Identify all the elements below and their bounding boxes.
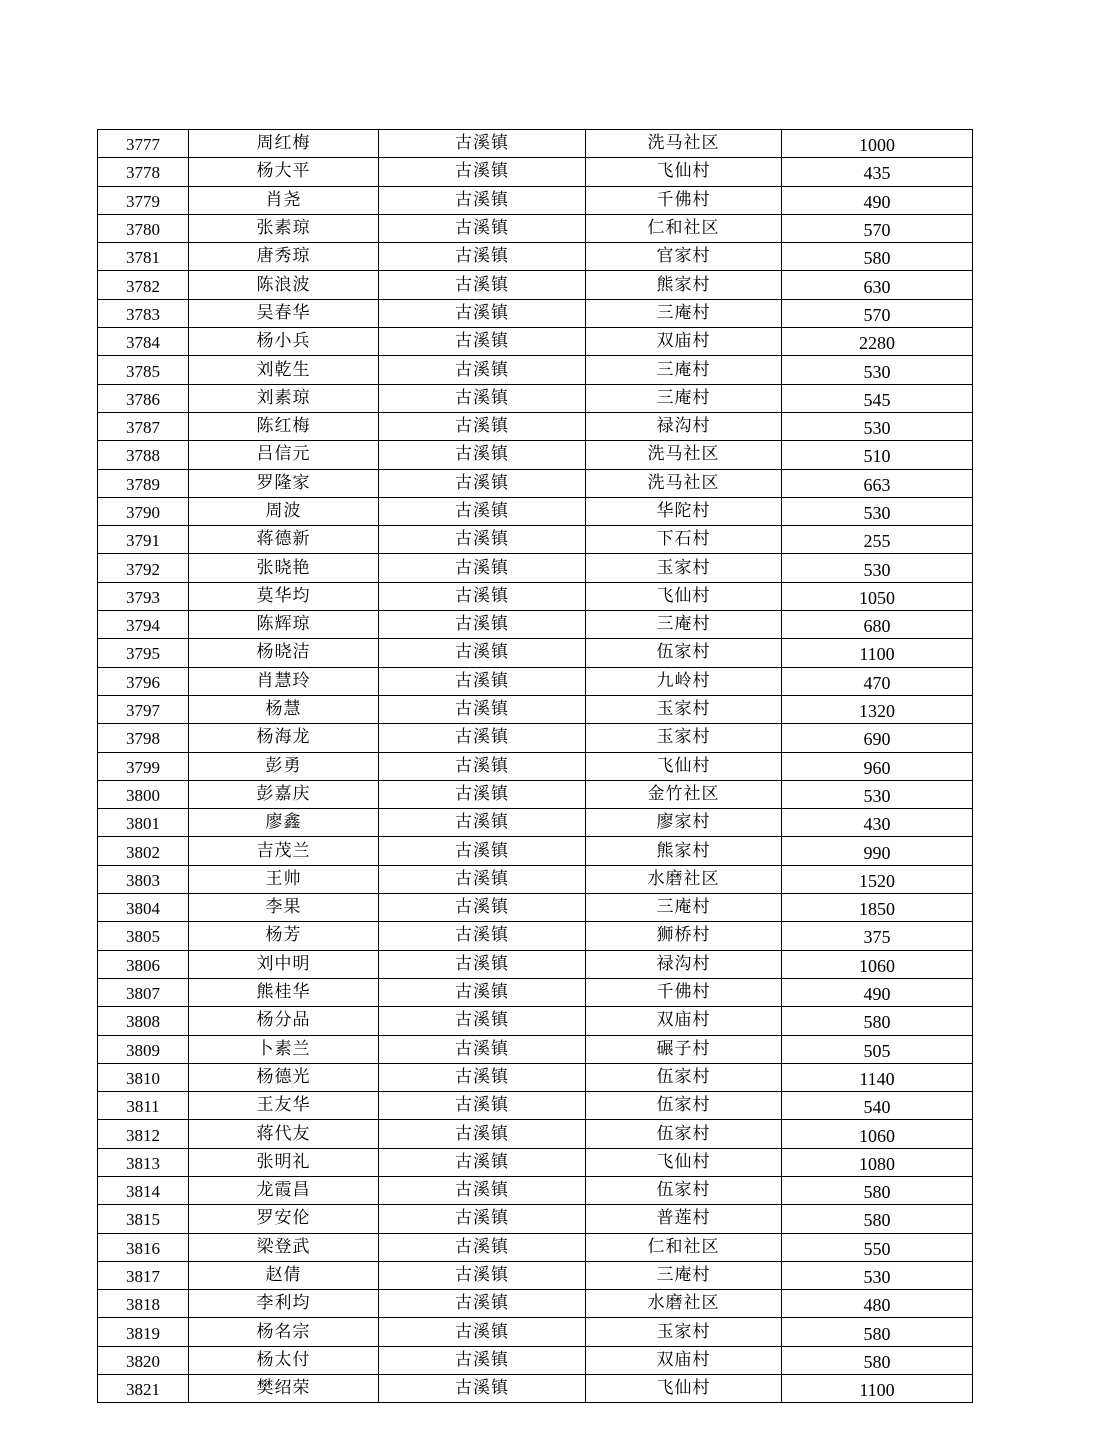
village-cell: 伍家村 — [586, 639, 782, 667]
town-cell: 古溪镇 — [379, 412, 586, 440]
table-row — [98, 1318, 973, 1346]
town-cell: 古溪镇 — [379, 271, 586, 299]
table-row — [98, 611, 973, 639]
serial-number-cell: 3786 — [98, 384, 189, 412]
serial-number-cell: 3783 — [98, 299, 189, 327]
table-row — [98, 299, 973, 327]
name-cell: 陈红梅 — [189, 412, 379, 440]
name-cell: 张素琼 — [189, 214, 379, 242]
town-cell: 古溪镇 — [379, 1148, 586, 1176]
village-cell: 禄沟村 — [586, 412, 782, 440]
town-cell: 古溪镇 — [379, 214, 586, 242]
name-cell: 刘素琼 — [189, 384, 379, 412]
name-cell: 彭嘉庆 — [189, 780, 379, 808]
town-cell: 古溪镇 — [379, 809, 586, 837]
amount-cell: 530 — [782, 780, 973, 808]
name-cell: 梁登武 — [189, 1233, 379, 1261]
table-row — [98, 526, 973, 554]
serial-number-cell: 3817 — [98, 1261, 189, 1289]
village-cell: 双庙村 — [586, 1346, 782, 1374]
table-row — [98, 667, 973, 695]
serial-number-cell: 3788 — [98, 441, 189, 469]
town-cell: 古溪镇 — [379, 1261, 586, 1289]
town-cell: 古溪镇 — [379, 1035, 586, 1063]
village-cell: 三庵村 — [586, 299, 782, 327]
amount-cell: 1060 — [782, 950, 973, 978]
village-cell: 洗马社区 — [586, 441, 782, 469]
name-cell: 樊绍荣 — [189, 1375, 379, 1403]
village-cell: 玉家村 — [586, 724, 782, 752]
town-cell: 古溪镇 — [379, 130, 586, 158]
town-cell: 古溪镇 — [379, 1346, 586, 1374]
name-cell: 王帅 — [189, 865, 379, 893]
amount-cell: 1100 — [782, 1375, 973, 1403]
town-cell: 古溪镇 — [379, 611, 586, 639]
name-cell: 刘中明 — [189, 950, 379, 978]
table-row — [98, 243, 973, 271]
amount-cell: 690 — [782, 724, 973, 752]
table-row — [98, 554, 973, 582]
serial-number-cell: 3803 — [98, 865, 189, 893]
serial-number-cell: 3789 — [98, 469, 189, 497]
table-row — [98, 1148, 973, 1176]
village-cell: 水磨社区 — [586, 1290, 782, 1318]
amount-cell: 990 — [782, 837, 973, 865]
town-cell: 古溪镇 — [379, 724, 586, 752]
serial-number-cell: 3791 — [98, 526, 189, 554]
town-cell: 古溪镇 — [379, 243, 586, 271]
name-cell: 张晓艳 — [189, 554, 379, 582]
village-cell: 三庵村 — [586, 1261, 782, 1289]
table-row — [98, 582, 973, 610]
amount-cell: 1000 — [782, 130, 973, 158]
name-cell: 唐秀琼 — [189, 243, 379, 271]
town-cell: 古溪镇 — [379, 978, 586, 1006]
amount-cell: 1520 — [782, 865, 973, 893]
village-cell: 飞仙村 — [586, 158, 782, 186]
town-cell: 古溪镇 — [379, 328, 586, 356]
village-cell: 伍家村 — [586, 1092, 782, 1120]
amount-cell: 540 — [782, 1092, 973, 1120]
village-cell: 九岭村 — [586, 667, 782, 695]
serial-number-cell: 3793 — [98, 582, 189, 610]
amount-cell: 580 — [782, 1176, 973, 1204]
amount-cell: 490 — [782, 186, 973, 214]
amount-cell: 1060 — [782, 1120, 973, 1148]
name-cell: 周红梅 — [189, 130, 379, 158]
name-cell: 杨德光 — [189, 1063, 379, 1091]
name-cell: 蒋德新 — [189, 526, 379, 554]
serial-number-cell: 3811 — [98, 1092, 189, 1120]
name-cell: 杨慧 — [189, 695, 379, 723]
town-cell: 古溪镇 — [379, 356, 586, 384]
table-row — [98, 837, 973, 865]
serial-number-cell: 3810 — [98, 1063, 189, 1091]
amount-cell: 435 — [782, 158, 973, 186]
serial-number-cell: 3792 — [98, 554, 189, 582]
name-cell: 肖尧 — [189, 186, 379, 214]
serial-number-cell: 3814 — [98, 1176, 189, 1204]
serial-number-cell: 3813 — [98, 1148, 189, 1176]
town-cell: 古溪镇 — [379, 526, 586, 554]
town-cell: 古溪镇 — [379, 1007, 586, 1035]
town-cell: 古溪镇 — [379, 1063, 586, 1091]
name-cell: 卜素兰 — [189, 1035, 379, 1063]
town-cell: 古溪镇 — [379, 1092, 586, 1120]
table-row — [98, 412, 973, 440]
serial-number-cell: 3796 — [98, 667, 189, 695]
name-cell: 周波 — [189, 497, 379, 525]
amount-cell: 480 — [782, 1290, 973, 1318]
name-cell: 杨名宗 — [189, 1318, 379, 1346]
serial-number-cell: 3815 — [98, 1205, 189, 1233]
amount-cell: 530 — [782, 497, 973, 525]
amount-cell: 505 — [782, 1035, 973, 1063]
village-cell: 玉家村 — [586, 695, 782, 723]
village-cell: 飞仙村 — [586, 582, 782, 610]
name-cell: 蒋代友 — [189, 1120, 379, 1148]
name-cell: 李利均 — [189, 1290, 379, 1318]
serial-number-cell: 3780 — [98, 214, 189, 242]
serial-number-cell: 3809 — [98, 1035, 189, 1063]
table-row — [98, 497, 973, 525]
town-cell: 古溪镇 — [379, 1318, 586, 1346]
table-row — [98, 695, 973, 723]
table-row — [98, 922, 973, 950]
serial-number-cell: 3821 — [98, 1375, 189, 1403]
table-row — [98, 1063, 973, 1091]
name-cell: 龙霞昌 — [189, 1176, 379, 1204]
serial-number-cell: 3802 — [98, 837, 189, 865]
table-row — [98, 1346, 973, 1374]
amount-cell: 580 — [782, 1007, 973, 1035]
serial-number-cell: 3804 — [98, 894, 189, 922]
village-cell: 禄沟村 — [586, 950, 782, 978]
village-cell: 玉家村 — [586, 554, 782, 582]
village-cell: 飞仙村 — [586, 752, 782, 780]
name-cell: 罗安伦 — [189, 1205, 379, 1233]
name-cell: 杨小兵 — [189, 328, 379, 356]
name-cell: 杨分品 — [189, 1007, 379, 1035]
amount-cell: 1320 — [782, 695, 973, 723]
table-row — [98, 809, 973, 837]
serial-number-cell: 3778 — [98, 158, 189, 186]
name-cell: 吕信元 — [189, 441, 379, 469]
serial-number-cell: 3816 — [98, 1233, 189, 1261]
town-cell: 古溪镇 — [379, 922, 586, 950]
serial-number-cell: 3818 — [98, 1290, 189, 1318]
town-cell: 古溪镇 — [379, 497, 586, 525]
name-cell: 吉茂兰 — [189, 837, 379, 865]
name-cell: 熊桂华 — [189, 978, 379, 1006]
village-cell: 仁和社区 — [586, 1233, 782, 1261]
town-cell: 古溪镇 — [379, 1205, 586, 1233]
village-cell: 双庙村 — [586, 1007, 782, 1035]
amount-cell: 630 — [782, 271, 973, 299]
village-cell: 洗马社区 — [586, 130, 782, 158]
serial-number-cell: 3784 — [98, 328, 189, 356]
name-cell: 杨太付 — [189, 1346, 379, 1374]
amount-cell: 2280 — [782, 328, 973, 356]
amount-cell: 530 — [782, 412, 973, 440]
village-cell: 三庵村 — [586, 384, 782, 412]
amount-cell: 1050 — [782, 582, 973, 610]
amount-cell: 530 — [782, 554, 973, 582]
serial-number-cell: 3805 — [98, 922, 189, 950]
serial-number-cell: 3795 — [98, 639, 189, 667]
table-row — [98, 1233, 973, 1261]
village-cell: 飞仙村 — [586, 1375, 782, 1403]
amount-cell: 680 — [782, 611, 973, 639]
town-cell: 古溪镇 — [379, 1120, 586, 1148]
name-cell: 杨大平 — [189, 158, 379, 186]
serial-number-cell: 3777 — [98, 130, 189, 158]
name-cell: 肖慧玲 — [189, 667, 379, 695]
town-cell: 古溪镇 — [379, 837, 586, 865]
serial-number-cell: 3801 — [98, 809, 189, 837]
town-cell: 古溪镇 — [379, 894, 586, 922]
name-cell: 刘乾生 — [189, 356, 379, 384]
table-row — [98, 1176, 973, 1204]
amount-cell: 530 — [782, 1261, 973, 1289]
amount-cell: 570 — [782, 299, 973, 327]
village-cell: 仁和社区 — [586, 214, 782, 242]
town-cell: 古溪镇 — [379, 667, 586, 695]
amount-cell: 255 — [782, 526, 973, 554]
serial-number-cell: 3794 — [98, 611, 189, 639]
village-cell: 洗马社区 — [586, 469, 782, 497]
village-cell: 三庵村 — [586, 611, 782, 639]
amount-cell: 530 — [782, 356, 973, 384]
amount-cell: 545 — [782, 384, 973, 412]
village-cell: 普莲村 — [586, 1205, 782, 1233]
amount-cell: 580 — [782, 1205, 973, 1233]
amount-cell: 1140 — [782, 1063, 973, 1091]
amount-cell: 1080 — [782, 1148, 973, 1176]
village-cell: 伍家村 — [586, 1120, 782, 1148]
village-cell: 官家村 — [586, 243, 782, 271]
name-cell: 廖鑫 — [189, 809, 379, 837]
table-row — [98, 894, 973, 922]
serial-number-cell: 3808 — [98, 1007, 189, 1035]
village-cell: 伍家村 — [586, 1063, 782, 1091]
amount-cell: 663 — [782, 469, 973, 497]
table-row — [98, 186, 973, 214]
table-row — [98, 1375, 973, 1403]
table-row — [98, 639, 973, 667]
amount-cell: 580 — [782, 243, 973, 271]
town-cell: 古溪镇 — [379, 469, 586, 497]
table-row — [98, 1092, 973, 1120]
name-cell: 杨海龙 — [189, 724, 379, 752]
town-cell: 古溪镇 — [379, 582, 586, 610]
table-row — [98, 950, 973, 978]
table-row — [98, 158, 973, 186]
table-row — [98, 1290, 973, 1318]
town-cell: 古溪镇 — [379, 639, 586, 667]
amount-cell: 1850 — [782, 894, 973, 922]
name-cell: 陈辉琼 — [189, 611, 379, 639]
serial-number-cell: 3785 — [98, 356, 189, 384]
serial-number-cell: 3797 — [98, 695, 189, 723]
village-cell: 千佛村 — [586, 978, 782, 1006]
table-row — [98, 752, 973, 780]
town-cell: 古溪镇 — [379, 1290, 586, 1318]
table-row — [98, 271, 973, 299]
name-cell: 罗隆家 — [189, 469, 379, 497]
name-cell: 张明礼 — [189, 1148, 379, 1176]
town-cell: 古溪镇 — [379, 441, 586, 469]
amount-cell: 960 — [782, 752, 973, 780]
name-cell: 陈浪波 — [189, 271, 379, 299]
record-table — [97, 129, 973, 1403]
town-cell: 古溪镇 — [379, 299, 586, 327]
name-cell: 杨芳 — [189, 922, 379, 950]
serial-number-cell: 3806 — [98, 950, 189, 978]
village-cell: 飞仙村 — [586, 1148, 782, 1176]
amount-cell: 490 — [782, 978, 973, 1006]
town-cell: 古溪镇 — [379, 865, 586, 893]
table-row — [98, 1035, 973, 1063]
amount-cell: 580 — [782, 1346, 973, 1374]
amount-cell: 550 — [782, 1233, 973, 1261]
serial-number-cell: 3779 — [98, 186, 189, 214]
name-cell: 赵倩 — [189, 1261, 379, 1289]
name-cell: 李果 — [189, 894, 379, 922]
village-cell: 熊家村 — [586, 837, 782, 865]
amount-cell: 580 — [782, 1318, 973, 1346]
amount-cell: 570 — [782, 214, 973, 242]
town-cell: 古溪镇 — [379, 1375, 586, 1403]
town-cell: 古溪镇 — [379, 752, 586, 780]
name-cell: 彭勇 — [189, 752, 379, 780]
town-cell: 古溪镇 — [379, 554, 586, 582]
village-cell: 碾子村 — [586, 1035, 782, 1063]
table-row — [98, 1261, 973, 1289]
serial-number-cell: 3820 — [98, 1346, 189, 1374]
amount-cell: 375 — [782, 922, 973, 950]
table-row — [98, 328, 973, 356]
town-cell: 古溪镇 — [379, 1176, 586, 1204]
table-row — [98, 130, 973, 158]
serial-number-cell: 3798 — [98, 724, 189, 752]
village-cell: 三庵村 — [586, 894, 782, 922]
serial-number-cell: 3819 — [98, 1318, 189, 1346]
serial-number-cell: 3799 — [98, 752, 189, 780]
serial-number-cell: 3782 — [98, 271, 189, 299]
village-cell: 玉家村 — [586, 1318, 782, 1346]
table-row — [98, 469, 973, 497]
table-row — [98, 356, 973, 384]
town-cell: 古溪镇 — [379, 158, 586, 186]
table-row — [98, 384, 973, 412]
name-cell: 莫华均 — [189, 582, 379, 610]
serial-number-cell: 3781 — [98, 243, 189, 271]
table-row — [98, 865, 973, 893]
serial-number-cell: 3807 — [98, 978, 189, 1006]
amount-cell: 470 — [782, 667, 973, 695]
serial-number-cell: 3812 — [98, 1120, 189, 1148]
table-row — [98, 1205, 973, 1233]
village-cell: 伍家村 — [586, 1176, 782, 1204]
serial-number-cell: 3800 — [98, 780, 189, 808]
table-row — [98, 724, 973, 752]
table-row — [98, 214, 973, 242]
village-cell: 双庙村 — [586, 328, 782, 356]
table-row — [98, 978, 973, 1006]
village-cell: 三庵村 — [586, 356, 782, 384]
amount-cell: 1100 — [782, 639, 973, 667]
serial-number-cell: 3787 — [98, 412, 189, 440]
town-cell: 古溪镇 — [379, 384, 586, 412]
village-cell: 廖家村 — [586, 809, 782, 837]
village-cell: 金竹社区 — [586, 780, 782, 808]
record-table-body — [98, 130, 973, 1403]
village-cell: 水磨社区 — [586, 865, 782, 893]
name-cell: 吴春华 — [189, 299, 379, 327]
table-row — [98, 441, 973, 469]
village-cell: 狮桥村 — [586, 922, 782, 950]
amount-cell: 510 — [782, 441, 973, 469]
table-row — [98, 1120, 973, 1148]
table-row — [98, 780, 973, 808]
village-cell: 华陀村 — [586, 497, 782, 525]
name-cell: 王友华 — [189, 1092, 379, 1120]
name-cell: 杨晓洁 — [189, 639, 379, 667]
village-cell: 下石村 — [586, 526, 782, 554]
village-cell: 千佛村 — [586, 186, 782, 214]
serial-number-cell: 3790 — [98, 497, 189, 525]
town-cell: 古溪镇 — [379, 695, 586, 723]
town-cell: 古溪镇 — [379, 780, 586, 808]
town-cell: 古溪镇 — [379, 186, 586, 214]
amount-cell: 430 — [782, 809, 973, 837]
village-cell: 熊家村 — [586, 271, 782, 299]
town-cell: 古溪镇 — [379, 1233, 586, 1261]
table-row — [98, 1007, 973, 1035]
town-cell: 古溪镇 — [379, 950, 586, 978]
